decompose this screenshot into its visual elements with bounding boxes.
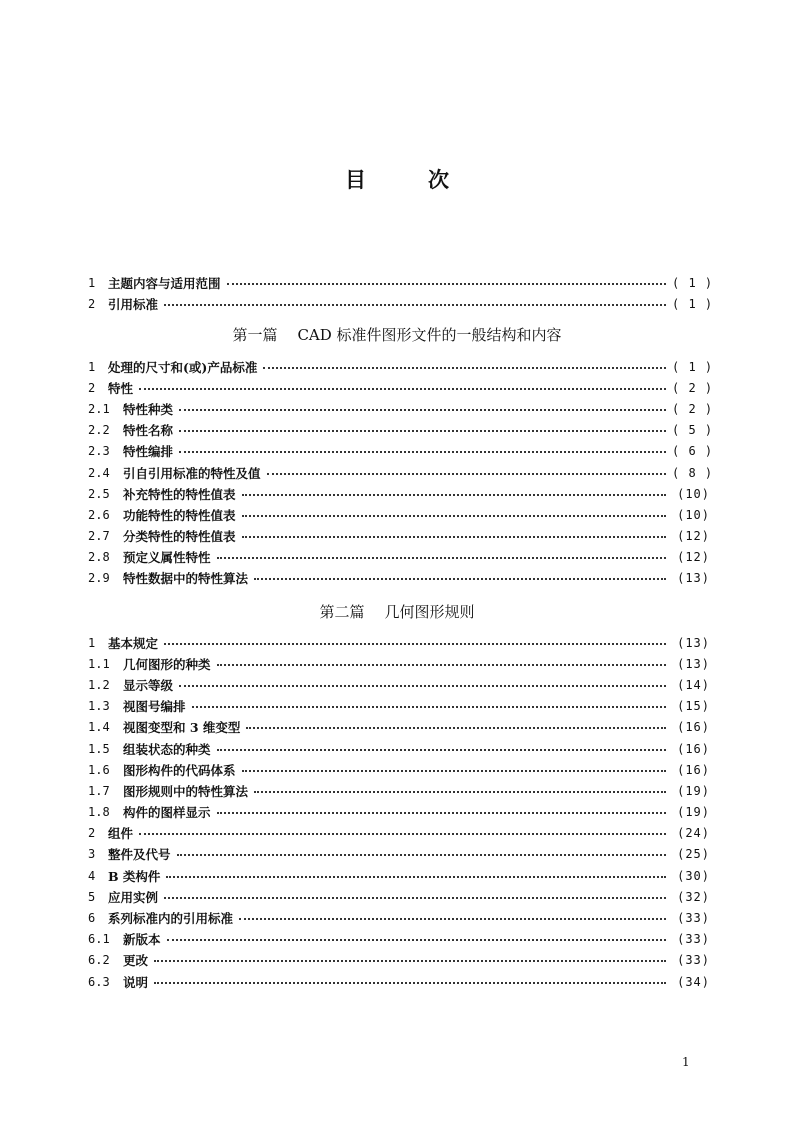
dot-leader bbox=[242, 494, 666, 496]
toc-section-general bbox=[88, 272, 714, 314]
toc-entry-page: (19) bbox=[677, 783, 710, 798]
dot-leader bbox=[179, 451, 666, 453]
toc-entry-page: ( 6 ) bbox=[672, 444, 714, 459]
toc-entry[interactable] bbox=[88, 717, 710, 738]
toc-entry-page: (10) bbox=[677, 507, 710, 522]
toc-entry-label: 处理的尺寸和(或)产品标准 bbox=[108, 359, 258, 375]
toc-entry-page: (16) bbox=[677, 741, 710, 756]
toc-entry-number: 2.8 bbox=[88, 550, 110, 565]
toc-entry-number: 1.6 bbox=[88, 762, 110, 777]
toc-entry-number: 6 bbox=[88, 911, 96, 926]
toc-entry-number: 1.8 bbox=[88, 805, 110, 820]
toc-entry-label: 整件及代号 bbox=[108, 847, 171, 863]
dot-leader bbox=[227, 283, 666, 285]
dot-leader bbox=[177, 854, 666, 856]
toc-entry-number: 1.3 bbox=[88, 699, 110, 714]
toc-entry[interactable] bbox=[88, 886, 710, 907]
page-title bbox=[0, 166, 794, 194]
toc-entry-label: 主题内容与适用范围 bbox=[108, 275, 221, 291]
toc-entry-label: 分类特性的特性值表 bbox=[123, 529, 236, 545]
toc-entry[interactable] bbox=[88, 398, 714, 419]
part2-heading bbox=[0, 602, 794, 622]
toc-entry[interactable] bbox=[88, 547, 710, 568]
toc-entry-label: 系列标准内的引用标准 bbox=[108, 911, 234, 927]
toc-entry-number: 1.4 bbox=[88, 720, 110, 735]
toc-entry-number: 1 bbox=[88, 359, 96, 374]
toc-entry-number: 2.2 bbox=[88, 423, 110, 438]
dot-leader bbox=[217, 557, 666, 559]
toc-section-part2 bbox=[88, 632, 710, 992]
toc-entry-page: (33) bbox=[677, 911, 710, 926]
toc-entry[interactable] bbox=[88, 823, 710, 844]
dot-leader bbox=[179, 409, 666, 411]
toc-entry[interactable] bbox=[88, 568, 710, 589]
dot-leader bbox=[217, 664, 666, 666]
dot-leader bbox=[263, 367, 666, 369]
toc-entry[interactable] bbox=[88, 632, 710, 653]
toc-entry-number: 2.5 bbox=[88, 486, 110, 501]
toc-entry-label: 更改 bbox=[123, 953, 149, 969]
toc-entry-page: (34) bbox=[677, 974, 710, 989]
toc-section-part1 bbox=[88, 356, 714, 589]
dot-leader bbox=[246, 727, 666, 729]
part2-prefix: 第二篇 bbox=[319, 603, 365, 621]
toc-entry-label: 几何图形的种类 bbox=[123, 656, 211, 672]
toc-entry-label: 应用实例 bbox=[108, 889, 159, 905]
toc-entry-page: (16) bbox=[677, 762, 710, 777]
toc-entry[interactable] bbox=[88, 738, 710, 759]
toc-entry-label: 构件的图样显示 bbox=[123, 805, 211, 821]
toc-entry-number: 2 bbox=[88, 296, 96, 311]
toc-entry-page: (33) bbox=[677, 932, 710, 947]
toc-entry[interactable] bbox=[88, 802, 710, 823]
toc-entry-label: 特性 bbox=[108, 380, 134, 396]
dot-leader bbox=[254, 791, 666, 793]
dot-leader bbox=[154, 960, 666, 962]
toc-entry-number: 3 bbox=[88, 847, 96, 862]
toc-entry[interactable] bbox=[88, 420, 714, 441]
dot-leader bbox=[164, 897, 666, 899]
toc-entry-label: 显示等级 bbox=[123, 677, 174, 693]
toc-entry[interactable] bbox=[88, 377, 714, 398]
toc-entry[interactable] bbox=[88, 950, 710, 971]
toc-entry-label: 图形规则中的特性算法 bbox=[123, 783, 249, 799]
toc-entry-label: 特性名称 bbox=[123, 423, 174, 439]
toc-entry-page: (30) bbox=[677, 868, 710, 883]
toc-entry-number: 5 bbox=[88, 889, 96, 904]
toc-entry[interactable] bbox=[88, 526, 710, 547]
toc-entry-number: 2.3 bbox=[88, 444, 110, 459]
toc-entry-label: 功能特性的特性值表 bbox=[123, 507, 236, 523]
toc-entry[interactable] bbox=[88, 653, 710, 674]
toc-entry-page: ( 1 ) bbox=[672, 296, 714, 311]
toc-entry[interactable] bbox=[88, 483, 710, 504]
part2-title: 几何图形规则 bbox=[384, 603, 475, 621]
toc-entry-label: 引自引用标准的特性及值 bbox=[123, 465, 261, 481]
dot-leader bbox=[139, 388, 666, 390]
toc-entry[interactable] bbox=[88, 971, 710, 992]
toc-entry-page: (13) bbox=[677, 571, 710, 586]
dot-leader bbox=[154, 982, 666, 984]
dot-leader bbox=[217, 812, 666, 814]
dot-leader bbox=[166, 876, 666, 878]
dot-leader bbox=[164, 304, 666, 306]
toc-entry-label: 组装状态的种类 bbox=[123, 741, 211, 757]
toc-entry-number: 6.2 bbox=[88, 953, 110, 968]
dot-leader bbox=[239, 918, 666, 920]
toc-entry-label: 新版本 bbox=[123, 932, 161, 948]
dot-leader bbox=[167, 939, 666, 941]
toc-entry-page: (19) bbox=[677, 805, 710, 820]
toc-entry-number: 1 bbox=[88, 275, 96, 290]
toc-entry-page: (12) bbox=[677, 550, 710, 565]
toc-entry-label: 补充特性的特性值表 bbox=[123, 486, 236, 502]
toc-entry[interactable] bbox=[88, 441, 714, 462]
toc-entry-page: (12) bbox=[677, 529, 710, 544]
toc-entry-label: 特性编排 bbox=[123, 444, 174, 460]
toc-entry[interactable] bbox=[88, 844, 710, 865]
toc-entry-number: 1.1 bbox=[88, 656, 110, 671]
toc-entry-number: 2.9 bbox=[88, 571, 110, 586]
toc-entry-number: 2.1 bbox=[88, 401, 110, 416]
toc-entry-label: 预定义属性特性 bbox=[123, 550, 211, 566]
toc-entry-label: 特性数据中的特性算法 bbox=[123, 571, 249, 587]
toc-entry-number: 2 bbox=[88, 826, 96, 841]
toc-entry[interactable] bbox=[88, 929, 710, 950]
dot-leader bbox=[267, 473, 666, 475]
toc-entry-number: 2.7 bbox=[88, 529, 110, 544]
toc-entry-number: 6.3 bbox=[88, 974, 110, 989]
toc-entry[interactable] bbox=[88, 356, 714, 377]
toc-entry-page: (32) bbox=[677, 889, 710, 904]
toc-entry-page: ( 1 ) bbox=[672, 359, 714, 374]
dot-leader bbox=[179, 430, 666, 432]
dot-leader bbox=[192, 706, 666, 708]
toc-entry-label: 视图号编排 bbox=[123, 699, 186, 715]
toc-entry[interactable] bbox=[88, 272, 714, 293]
toc-entry-label: 特性种类 bbox=[123, 401, 174, 417]
toc-entry-number: 1.7 bbox=[88, 783, 110, 798]
toc-entry-number: 2 bbox=[88, 380, 96, 395]
dot-leader bbox=[242, 770, 666, 772]
toc-entry-page: (33) bbox=[677, 953, 710, 968]
dot-leader bbox=[254, 578, 666, 580]
toc-entry-label: 引用标准 bbox=[108, 296, 159, 312]
toc-entry-number: 4 bbox=[88, 868, 96, 883]
toc-entry[interactable] bbox=[88, 907, 710, 928]
toc-entry-label: 组件 bbox=[108, 826, 134, 842]
toc-entry-number: 1 bbox=[88, 635, 96, 650]
toc-entry-number: 1.5 bbox=[88, 741, 110, 756]
toc-entry-page: (10) bbox=[677, 486, 710, 501]
toc-entry-page: ( 2 ) bbox=[672, 380, 714, 395]
dot-leader bbox=[217, 749, 666, 751]
dot-leader bbox=[179, 685, 666, 687]
dot-leader bbox=[164, 643, 666, 645]
toc-entry-page: (16) bbox=[677, 720, 710, 735]
toc-entry[interactable] bbox=[88, 293, 714, 314]
toc-entry[interactable] bbox=[88, 865, 710, 886]
toc-entry-page: ( 8 ) bbox=[672, 465, 714, 480]
dot-leader bbox=[242, 515, 666, 517]
toc-entry-page: ( 1 ) bbox=[672, 275, 714, 290]
toc-entry-number: 2.4 bbox=[88, 465, 110, 480]
toc-entry[interactable] bbox=[88, 504, 710, 525]
toc-entry-label: 说明 bbox=[123, 974, 149, 990]
part1-title: CAD 标准件图形文件的一般结构和内容 bbox=[297, 326, 562, 344]
toc-entry[interactable] bbox=[88, 759, 710, 780]
toc-entry-label: B 类构件 bbox=[108, 868, 161, 884]
toc-entry-label: 基本规定 bbox=[108, 635, 159, 651]
dot-leader bbox=[139, 833, 666, 835]
part1-prefix: 第一篇 bbox=[232, 326, 278, 344]
toc-entry-page: ( 2 ) bbox=[672, 401, 714, 416]
toc-entry[interactable] bbox=[88, 674, 710, 695]
toc-entry-page: ( 5 ) bbox=[672, 423, 714, 438]
toc-entry-label: 图形构件的代码体系 bbox=[123, 762, 236, 778]
toc-entry-page: (14) bbox=[677, 677, 710, 692]
toc-entry-page: (15) bbox=[677, 699, 710, 714]
title-char-1: 目 bbox=[345, 168, 366, 192]
toc-entry-page: (24) bbox=[677, 826, 710, 841]
toc-entry[interactable] bbox=[88, 696, 710, 717]
toc-entry-number: 6.1 bbox=[88, 932, 110, 947]
title-char-2: 次 bbox=[428, 168, 449, 192]
toc-entry-page: (13) bbox=[677, 656, 710, 671]
toc-entry-number: 2.6 bbox=[88, 507, 110, 522]
toc-entry-page: (13) bbox=[677, 635, 710, 650]
dot-leader bbox=[242, 536, 666, 538]
toc-entry-page: (25) bbox=[677, 847, 710, 862]
toc-entry[interactable] bbox=[88, 462, 714, 483]
toc-entry-label: 视图变型和 3 维变型 bbox=[123, 720, 241, 736]
toc-entry-number: 1.2 bbox=[88, 677, 110, 692]
part1-heading bbox=[0, 325, 794, 345]
toc-entry[interactable] bbox=[88, 780, 710, 801]
page-number: 1 bbox=[682, 1055, 690, 1069]
